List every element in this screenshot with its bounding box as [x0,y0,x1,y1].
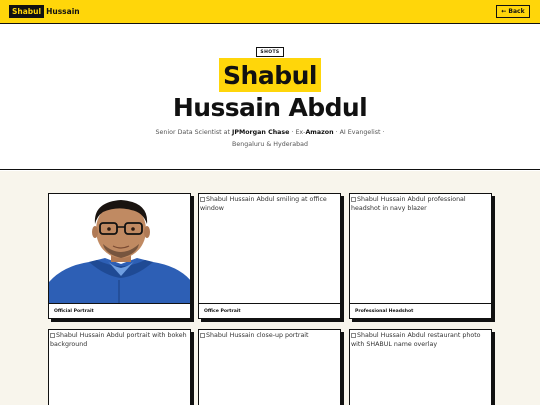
photo-card[interactable] [349,193,492,319]
image-alt-text [200,331,338,340]
photo-image[interactable] [49,330,190,405]
name-first-highlight: Shabul [219,58,321,92]
top-bar [0,0,540,24]
site-logo[interactable] [9,5,80,18]
photo-caption: Official Portrait [54,309,94,314]
broken-image-icon [200,333,205,338]
person-portrait-image [49,194,190,304]
photo-image[interactable] [199,194,340,304]
image-alt-text [200,195,338,213]
photo-card[interactable] [349,329,492,405]
bio-role: Senior Data Scientist at [155,129,232,136]
alt-label: Shabul Hussain Abdul portrait with bokeh background [50,332,187,348]
broken-image-icon [351,333,356,338]
photo-image[interactable] [350,330,491,405]
image-alt-text [351,331,489,349]
name-last: Hussain Abdul [172,93,368,122]
broken-image-icon [50,333,55,338]
image-alt-text [50,331,188,349]
bio-rest: · AI Evangelist · [333,129,385,136]
photo-image[interactable] [350,194,491,304]
alt-label: Shabul Hussain Abdul smiling at office window [200,196,327,212]
logo-highlight: Shabul [9,5,44,18]
hero-section [0,24,540,170]
bio-text [150,127,390,151]
bio-sep: · Ex- [289,129,306,136]
bio-company: JPMorgan Chase [231,129,290,136]
logo-text: Hussain [46,7,80,16]
back-label: Back [508,8,525,15]
bio-prev-company: Amazon [305,129,334,136]
photo-caption: Professional Headshot [355,309,414,314]
photo-card[interactable] [198,329,341,405]
image-alt-text [351,195,489,213]
photo-image[interactable] [199,330,340,405]
section-badge: SHOTS [256,47,284,57]
broken-image-icon [200,197,205,202]
alt-label: Shabul Hussain Abdul professional headshot in navy blazer [351,196,466,212]
photo-card[interactable] [48,329,191,405]
alt-label: Shabul Hussain Abdul restaurant photo with SHABUL name overlay [351,332,481,348]
broken-image-icon [351,197,356,202]
photo-caption: Office Portrait [204,309,241,314]
alt-label: Shabul Hussain close-up portrait [206,332,309,339]
photo-gallery [0,171,540,405]
photo-card[interactable] [198,193,341,319]
photo-card[interactable] [48,193,191,319]
back-button[interactable] [496,5,530,18]
portrait-photo[interactable] [49,194,190,304]
bio-location: Bengaluru & Hyderabad [232,141,308,148]
arrow-left-icon: ← [501,8,507,15]
